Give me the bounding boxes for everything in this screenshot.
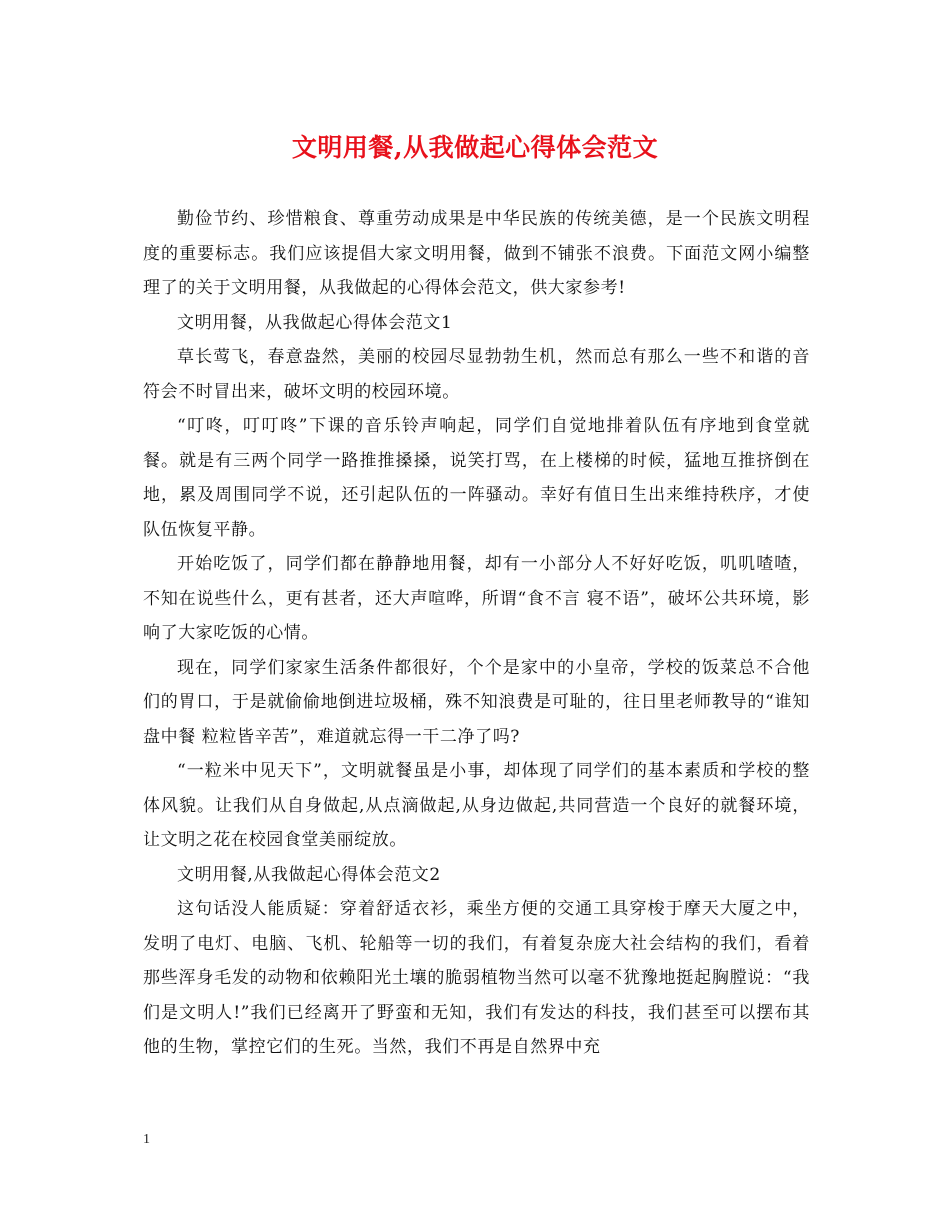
paragraph: “叮咚，叮叮咚”下课的音乐铃声响起，同学们自觉地排着队伍有序地到食堂就餐。就是有三两个同学一路推推搡搡，说笑打骂，在上楼梯的时候，猛地互推挤倒在地，累及周围同学不说，还引起队伍的一阵骚动。幸好有值日生出来维持秩序，才使队伍恢复平静。 [143, 416, 810, 540]
paragraph: 现在，同学们家家生活条件都很好，个个是家中的小皇帝，学校的饭菜总不合他们的胃口，于是就偷偷地倒进垃圾桶，殊不知浪费是可耻的，往日里老师教导的“谁知盘中餐 粒粒皆辛苦”，难道就忘得一干二净了吗? [143, 657, 810, 747]
paragraph: 开始吃饭了，同学们都在静静地用餐，却有一小部分人不好好吃饭，叽叽喳喳，不知在说些什么，更有甚者，还大声喧哗，所谓“食不言 寝不语”，破坏公共环境，影响了大家吃饭的心情。 [143, 554, 810, 643]
paragraph: “一粒米中见天下”，文明就餐虽是小事，却体现了同学们的基本素质和学校的整体风貌。让我们从自身做起,从点滴做起,从身边做起,共同营造一个良好的就餐环境，让文明之花在校园食堂美丽绽放。 [143, 761, 810, 850]
document-body [143, 202, 810, 1065]
document-title: 文明用餐,从我做起心得体会范文 [291, 133, 659, 162]
paragraph: 这句话没人能质疑：穿着舒适衣衫，乘坐方便的交通工具穿梭于摩天大厦之中，发明了电灯、电脑、飞机、轮船等一切的我们，有着复杂庞大社会结构的我们，看着那些浑身毛发的动物和依赖阳光土壤的脆弱植物当然可以毫不犹豫地挺起胸膛说：“我们是文明人!”我们已经离开了野蛮和无知，我们有发达的科技，我们甚至可以摆布其他的生物，掌控它们的生死。当然，我们不再是自然界中充 [143, 899, 810, 1057]
paragraph-intro: 勤俭节约、珍惜粮食、尊重劳动成果是中华民族的传统美德，是一个民族文明程度的重要标志。我们应该提倡大家文明用餐，做到不铺张不浪费。下面范文网小编整理了的关于文明用餐，从我做起的心得体会范文，供大家参考! [143, 209, 810, 298]
page-number: 1 [143, 1132, 150, 1147]
section-heading-1: 文明用餐，从我做起心得体会范文1 [177, 312, 453, 333]
paragraph: 草长莺飞，春意盎然，美丽的校园尽显勃勃生机，然而总有那么一些不和谐的音符会不时冒出来，破坏文明的校园环境。 [143, 347, 810, 402]
section-heading-2: 文明用餐,从我做起心得体会范文2 [177, 864, 441, 885]
